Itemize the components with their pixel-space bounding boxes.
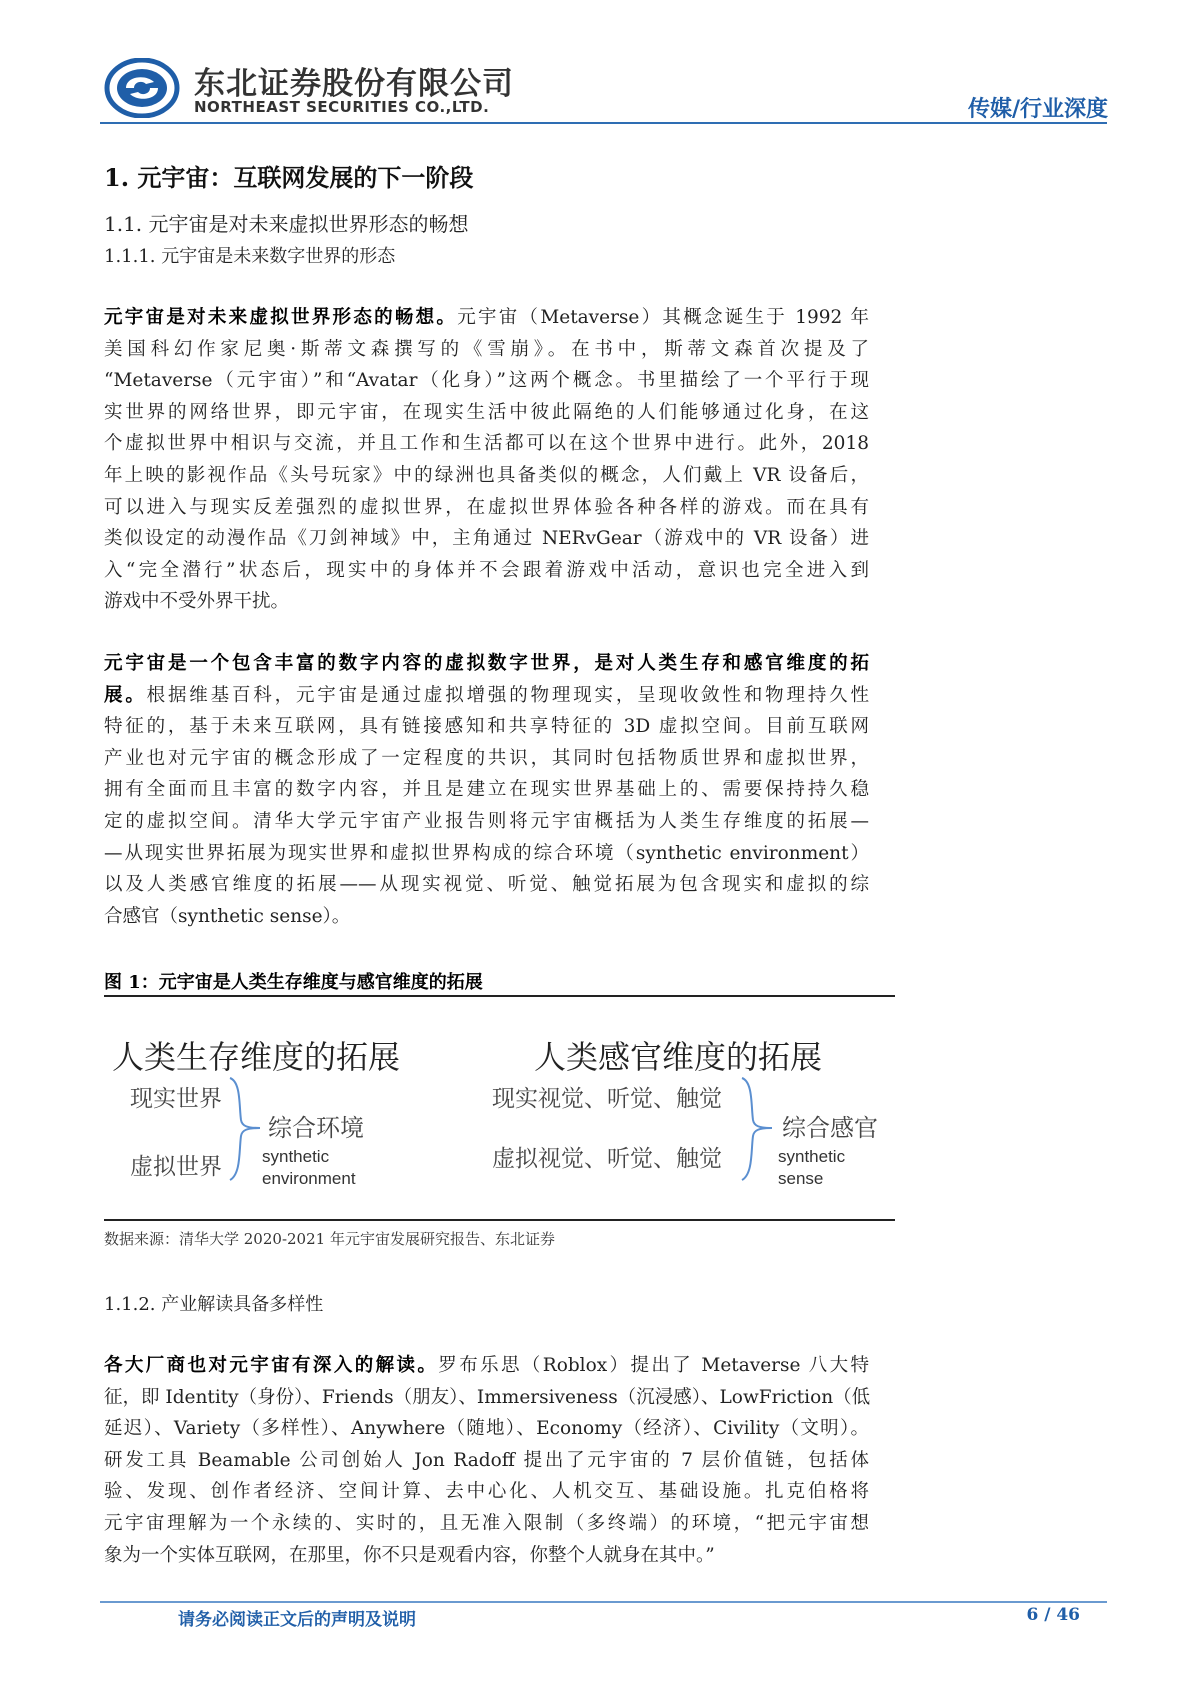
paragraph-line: 征，即 Identity（身份）、Friends（朋友）、Immersiveness（沉浸感）、LowFriction（低	[104, 1386, 871, 1408]
figure-right-title: 人类感官维度的拓展	[534, 1038, 823, 1076]
paragraph-2	[104, 648, 869, 932]
figure-left-title: 人类生存维度的拓展	[112, 1038, 401, 1076]
figure-right-item: 现实视觉、听觉、触觉	[492, 1086, 722, 1112]
paragraph-lead-end: 展。	[104, 684, 147, 706]
figure-left-result: 综合环境	[268, 1114, 364, 1142]
header-divider	[100, 122, 1107, 124]
brace-icon	[738, 1076, 778, 1182]
paragraph-line: “Metaverse（元宇宙）”和“Avatar（化身）”这两个概念。书里描绘了一个平行于现	[104, 370, 869, 392]
paragraph-line: 可以进入与现实反差强烈的虚拟世界，在虚拟世界体验各种各样的游戏。而在具有	[104, 496, 869, 518]
figure-bottom-rule	[104, 1219, 895, 1221]
paragraph-line: 研发工具 Beamable 公司创始人 Jon Radoff 提出了元宇宙的 7 层价值链，包括体	[104, 1449, 869, 1471]
paragraph-line: 元宇宙理解为一个永续的、实时的，且无准入限制（多终端）的环境，“把元宇宙想	[104, 1512, 869, 1534]
paragraph-line	[104, 648, 869, 680]
footer-disclaimer: 请务必阅读正文后的声明及说明	[178, 1610, 416, 1630]
figure-right-result: 综合感官	[782, 1114, 878, 1142]
paragraph-line: 个虚拟世界中相识与交流，并且工作和生活都可以在这个世界中进行。此外，2018	[104, 433, 869, 455]
figure-title: 图 1：元宇宙是人类生存维度与感官维度的拓展	[104, 972, 483, 993]
paragraph-3	[104, 1350, 869, 1571]
paragraph-text: 根据维基百科，元宇宙是通过虚拟增强的物理现实，呈现收敛性和物理持久性	[146, 684, 869, 706]
paragraph-line: 定的虚拟空间。清华大学元宇宙产业报告则将元宇宙概括为人类生存维度的拓展—	[104, 810, 869, 832]
report-category: 传媒/行业深度	[967, 96, 1108, 122]
paragraph-line	[104, 1350, 869, 1382]
figure-left-item: 虚拟世界	[130, 1154, 222, 1180]
paragraph-line: 象为一个实体互联网，在那里，你不只是观看内容，你整个人就身在其中。”	[104, 1544, 715, 1566]
paragraph-line	[104, 302, 869, 334]
paragraph-lead: 元宇宙是一个包含丰富的数字内容的虚拟数字世界，是对人类生存和感官维度的拓	[104, 653, 869, 674]
paragraph-text: 元宇宙（Metaverse）其概念诞生于 1992 年	[457, 307, 869, 328]
paragraph-line: 年上映的影视作品《头号玩家》中的绿洲也具备类似的概念，人们戴上 VR 设备后，	[104, 464, 869, 486]
page-number: 6 / 46	[1026, 1605, 1080, 1625]
paragraph-text: 罗布乐思（Roblox）提出了 Metaverse 八大特	[438, 1355, 869, 1376]
result-en-line: synthetic	[778, 1147, 846, 1166]
paragraph-line: 延迟）、Variety（多样性）、Anywhere（随地）、Economy（经济）、Civility（文明）。	[104, 1418, 869, 1440]
paragraph-line: 类似设定的动漫作品《刀剑神域》中，主角通过 NERvGear（游戏中的 VR 设备）进	[104, 528, 869, 550]
paragraph-line: 实世界的网络世界，即元宇宙，在现实生活中彼此隔绝的人们能够通过化身，在这	[104, 401, 869, 423]
paragraph-line: 特征的，基于未来互联网，具有链接感知和共享特征的 3D 虚拟空间。目前互联网	[104, 716, 869, 738]
paragraph-line: 验、发现、创作者经济、空间计算、去中心化、人机交互、基础设施。扎克伯格将	[104, 1481, 869, 1503]
company-name-cn: 东北证券股份有限公司	[194, 66, 514, 102]
paragraph-line: —从现实世界拓展为现实世界和虚拟世界构成的综合环境（synthetic environment）	[104, 842, 869, 864]
brace-icon	[226, 1076, 266, 1182]
figure-top-rule	[104, 995, 895, 997]
paragraph-lead: 各大厂商也对元宇宙有深入的解读。	[104, 1355, 439, 1376]
figure-left-item: 现实世界	[130, 1086, 222, 1112]
footer-divider	[100, 1601, 1107, 1603]
section-heading: 1. 元宇宙：互联网发展的下一阶段	[104, 163, 474, 192]
paragraph-line: 合感官（synthetic sense）。	[104, 905, 351, 927]
subsection-heading: 1.1. 元宇宙是对未来虚拟世界形态的畅想	[104, 212, 469, 236]
paragraph-line: 以及人类感官维度的拓展——从现实视觉、听觉、触觉拓展为包含现实和虚拟的综	[104, 874, 869, 896]
paragraph-line: 美国科幻作家尼奥·斯蒂文森撰写的《雪崩》。在书中，斯蒂文森首次提及了	[104, 338, 869, 360]
result-en-line: environment	[262, 1169, 356, 1188]
paragraph-line	[104, 680, 869, 712]
paragraph-1	[104, 302, 869, 618]
subsubsection-heading: 1.1.2. 产业解读具备多样性	[104, 1294, 324, 1315]
company-name-en: NORTHEAST SECURITIES CO.,LTD.	[194, 98, 490, 116]
paragraph-lead: 元宇宙是对未来虚拟世界形态的畅想。	[104, 307, 458, 328]
paragraph-line: 游戏中不受外界干扰。	[104, 591, 290, 613]
company-logo-icon	[104, 58, 180, 118]
paragraph-line: 入“完全潜行”状态后，现实中的身体并不会跟着游戏中活动，意识也完全进入到	[104, 559, 869, 581]
result-en-line: sense	[778, 1169, 824, 1188]
paragraph-line: 产业也对元宇宙的概念形成了一定程度的共识，其同时包括物质世界和虚拟世界，	[104, 747, 869, 769]
figure-right-item: 虚拟视觉、听觉、触觉	[492, 1146, 722, 1172]
result-en-line: synthetic	[262, 1147, 330, 1166]
figure-source: 数据来源：清华大学 2020-2021 年元宇宙发展研究报告、东北证券	[104, 1230, 555, 1248]
subsubsection-heading: 1.1.1. 元宇宙是未来数字世界的形态	[104, 246, 396, 267]
figure-right-result-en	[778, 1146, 845, 1190]
figure-left-result-en	[262, 1146, 356, 1190]
paragraph-line: 拥有全面而且丰富的数字内容，并且是建立在现实世界基础上的、需要保持持久稳	[104, 779, 869, 801]
